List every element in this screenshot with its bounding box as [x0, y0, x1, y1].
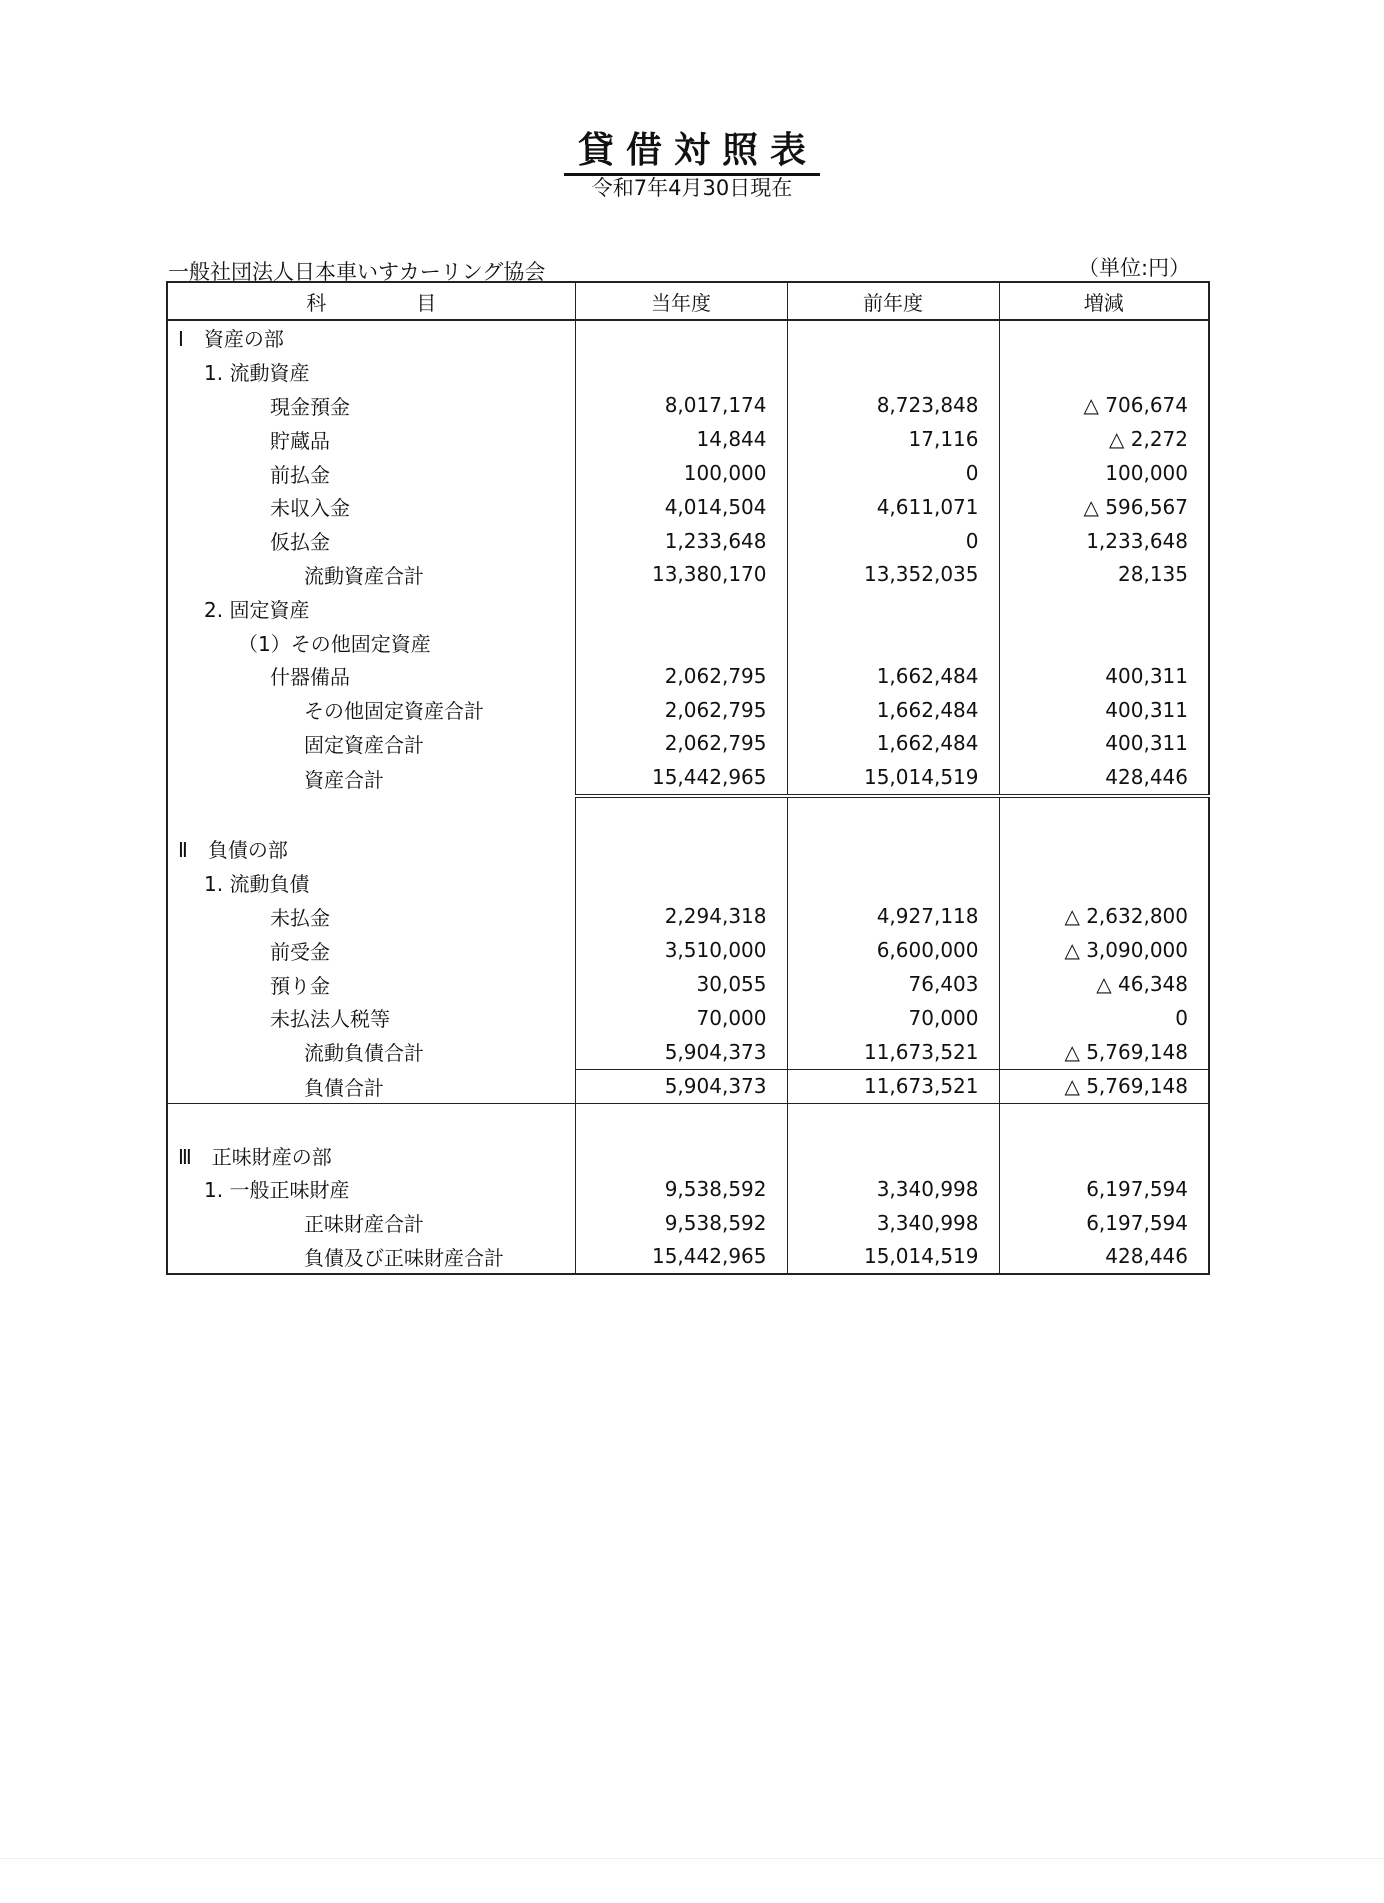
organization-name: 一般社団法人日本車いすカーリング協会 — [168, 260, 546, 284]
section-label: Ⅱ 負債の部 — [167, 832, 575, 866]
scan-edge — [0, 1858, 1384, 1859]
table-row — [167, 727, 1209, 761]
current-value: 9,538,592 — [575, 1206, 787, 1240]
balance-sheet-table — [166, 281, 1210, 1275]
current-value: 5,904,373 — [575, 1069, 787, 1104]
previous-value: 17,116 — [787, 422, 999, 456]
table-row — [167, 490, 1209, 524]
previous-value: 4,611,071 — [787, 490, 999, 524]
current-value: 5,904,373 — [575, 1035, 787, 1069]
current-value: 9,538,592 — [575, 1172, 787, 1206]
change-value: 400,311 — [1105, 697, 1188, 722]
change-value: △ 46,348 — [1096, 972, 1188, 997]
row-label: 2. 固定資産 — [167, 591, 575, 625]
section-label: Ⅲ 正味財産の部 — [167, 1138, 575, 1172]
row-label: 預り金 — [167, 967, 575, 1001]
current-value: 100,000 — [575, 456, 787, 490]
previous-value: 11,673,521 — [787, 1069, 999, 1104]
change-value: 100,000 — [1105, 461, 1188, 486]
change-value: 428,446 — [1105, 1244, 1188, 1269]
previous-value: 1,662,484 — [787, 693, 999, 727]
current-value: 14,844 — [575, 422, 787, 456]
change-value: △ 3,090,000 — [1064, 938, 1188, 963]
change-value: △ 706,674 — [1083, 393, 1188, 418]
section-assets — [167, 320, 1209, 355]
change-value: △ 2,272 — [1109, 427, 1188, 452]
table-row — [167, 866, 1209, 900]
current-value: 15,442,965 — [575, 760, 787, 796]
current-value: 3,510,000 — [575, 933, 787, 967]
previous-value: 15,014,519 — [787, 1240, 999, 1275]
unit-label: （単位:円） — [1078, 256, 1191, 280]
table-row — [167, 422, 1209, 456]
table-row — [167, 1172, 1209, 1206]
current-value: 2,062,795 — [575, 693, 787, 727]
previous-value: 1,662,484 — [787, 727, 999, 761]
current-value: 1,233,648 — [575, 524, 787, 558]
row-label: 正味財産合計 — [167, 1206, 575, 1240]
row-label: 未収入金 — [167, 490, 575, 524]
table-row — [167, 389, 1209, 423]
table-row — [167, 967, 1209, 1001]
previous-value: 70,000 — [787, 1001, 999, 1035]
table-row — [167, 456, 1209, 490]
row-label: 資産合計 — [167, 760, 575, 796]
change-value: 1,233,648 — [1086, 528, 1188, 553]
total-row-assets — [167, 760, 1209, 796]
previous-value: 76,403 — [787, 967, 999, 1001]
previous-value: 3,340,998 — [787, 1172, 999, 1206]
spacer-row — [167, 796, 1209, 832]
header-subject: 科 目 — [167, 282, 575, 320]
change-value: 6,197,594 — [1086, 1210, 1188, 1235]
change-value: 0 — [1175, 1005, 1188, 1030]
row-label: 什器備品 — [167, 659, 575, 693]
table-row — [167, 558, 1209, 592]
change-value: △ 596,567 — [1083, 494, 1188, 519]
current-value: 2,294,318 — [575, 900, 787, 934]
current-value: 2,062,795 — [575, 727, 787, 761]
header-current: 当年度 — [575, 282, 787, 320]
document-title — [0, 122, 1384, 173]
grand-total-row — [167, 1240, 1209, 1275]
change-value: △ 2,632,800 — [1064, 904, 1188, 929]
row-label: 負債及び正味財産合計 — [167, 1240, 575, 1275]
header-change: 増減 — [999, 282, 1209, 320]
change-value: 6,197,594 — [1086, 1176, 1188, 1201]
current-value: 8,017,174 — [575, 389, 787, 423]
row-label: 未払法人税等 — [167, 1001, 575, 1035]
previous-value: 1,662,484 — [787, 659, 999, 693]
header-row — [167, 282, 1209, 320]
row-label: 負債合計 — [167, 1069, 575, 1104]
previous-value: 15,014,519 — [787, 760, 999, 796]
previous-value: 8,723,848 — [787, 389, 999, 423]
row-label: 貯蔵品 — [167, 422, 575, 456]
subtotal-row — [167, 1035, 1209, 1069]
table-row — [167, 1001, 1209, 1035]
previous-value: 0 — [787, 524, 999, 558]
row-label: （1）その他固定資産 — [167, 625, 575, 659]
previous-value: 13,352,035 — [787, 558, 999, 592]
change-value: 400,311 — [1105, 663, 1188, 688]
row-label: 1. 流動資産 — [167, 355, 575, 389]
section-label: Ⅰ 資産の部 — [167, 320, 575, 355]
row-label: 前払金 — [167, 456, 575, 490]
row-label: 流動資産合計 — [167, 558, 575, 592]
spacer-row — [167, 1104, 1209, 1138]
change-value: △ 5,769,148 — [999, 1035, 1209, 1069]
previous-value: 0 — [787, 456, 999, 490]
previous-value: 11,673,521 — [787, 1035, 999, 1069]
table-row — [167, 933, 1209, 967]
section-net-assets — [167, 1138, 1209, 1172]
as-of-date: 令和7年4月30日現在 — [591, 176, 793, 200]
previous-value: 6,600,000 — [787, 933, 999, 967]
section-liabilities — [167, 832, 1209, 866]
previous-value: 4,927,118 — [787, 900, 999, 934]
change-value: 428,446 — [999, 760, 1209, 796]
current-value: 13,380,170 — [575, 558, 787, 592]
table-row — [167, 900, 1209, 934]
current-value: 30,055 — [575, 967, 787, 1001]
table-row — [167, 355, 1209, 389]
row-label: 未払金 — [167, 900, 575, 934]
table-row — [167, 1206, 1209, 1240]
table-row — [167, 659, 1209, 693]
row-label: 1. 一般正味財産 — [167, 1172, 575, 1206]
change-value: 28,135 — [1118, 562, 1188, 587]
row-label: 仮払金 — [167, 524, 575, 558]
title-text: 貸借対照表 — [564, 130, 820, 176]
table-row — [167, 524, 1209, 558]
row-label: その他固定資産合計 — [167, 693, 575, 727]
row-label: 流動負債合計 — [167, 1035, 575, 1069]
row-label: 固定資産合計 — [167, 727, 575, 761]
current-value: 2,062,795 — [575, 659, 787, 693]
row-label: 現金預金 — [167, 389, 575, 423]
row-label: 前受金 — [167, 933, 575, 967]
current-value: 15,442,965 — [575, 1240, 787, 1275]
table-row — [167, 591, 1209, 625]
previous-value: 3,340,998 — [787, 1206, 999, 1240]
change-value: △ 5,769,148 — [999, 1069, 1209, 1104]
current-value: 70,000 — [575, 1001, 787, 1035]
total-row-liabilities — [167, 1069, 1209, 1104]
change-value: 400,311 — [1105, 731, 1188, 756]
row-label: 1. 流動負債 — [167, 866, 575, 900]
current-value: 4,014,504 — [575, 490, 787, 524]
table-row — [167, 625, 1209, 659]
header-previous: 前年度 — [787, 282, 999, 320]
table-row — [167, 693, 1209, 727]
